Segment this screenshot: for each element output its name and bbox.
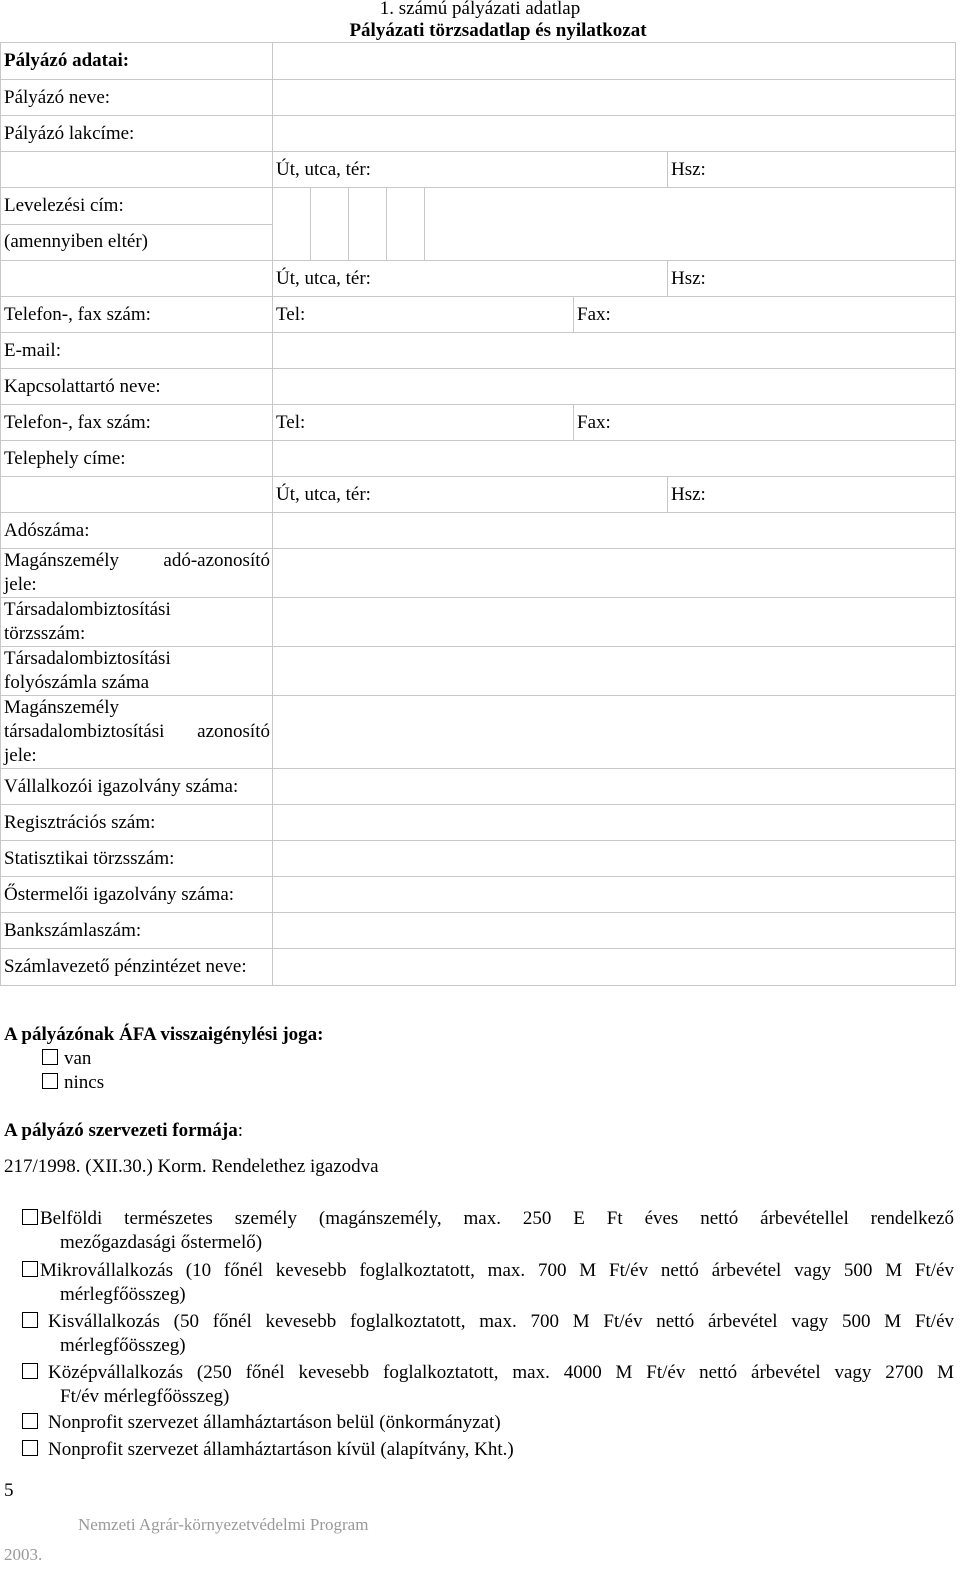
fax-field[interactable]: Fax:: [574, 297, 956, 333]
address-street-label: Út, utca, tér:: [273, 152, 668, 188]
checkbox-icon[interactable]: [42, 1073, 58, 1089]
checkbox-icon[interactable]: [22, 1440, 38, 1456]
producer-label: Őstermelői igazolvány száma:: [1, 877, 273, 913]
vat-option-nincs[interactable]: nincs: [42, 1072, 104, 1094]
contact-field[interactable]: [273, 369, 956, 405]
mail-label: Levelezési cím:: [1, 188, 273, 225]
entrepreneur-field[interactable]: [273, 769, 956, 805]
address-label: Pályázó lakcíme:: [1, 116, 273, 152]
site-label-blank: [1, 477, 273, 513]
org-option-nonprofit-public[interactable]: Nonprofit szervezet államháztartáson belül (önkormányzat): [22, 1412, 501, 1434]
site-hsz-label: Hsz:: [668, 477, 956, 513]
name-label: Pályázó neve:: [1, 80, 273, 116]
postcode-boxes[interactable]: [273, 116, 956, 152]
checkbox-icon[interactable]: [22, 1413, 38, 1429]
decree-reference: 217/1998. (XII.30.) Korm. Rendelethez igazodva: [4, 1156, 379, 1177]
personal-tax-label: Magánszemély adó-azonosító jele:: [1, 549, 273, 598]
bank-account-field[interactable]: [273, 913, 956, 949]
address-label-blank: [1, 152, 273, 188]
checkbox-icon[interactable]: [22, 1312, 38, 1328]
document-title: 1. számú pályázati adatlap: [379, 0, 581, 19]
org-option-nonprofit-private[interactable]: Nonprofit szervezet államháztartáson kívül (alapítvány, Kht.): [22, 1439, 514, 1461]
producer-field[interactable]: [273, 877, 956, 913]
footer-program: Nemzeti Agrár-környezetvédelmi Program: [78, 1515, 369, 1534]
mail-postcode-boxes[interactable]: [273, 188, 956, 261]
mail-street-label: Út, utca, tér:: [273, 261, 668, 297]
ss-account-label: Társadalombiztosítási folyószámla száma: [1, 647, 273, 696]
email-field[interactable]: [273, 333, 956, 369]
site-label: Telephely címe:: [1, 441, 273, 477]
registration-field[interactable]: [273, 805, 956, 841]
email-label: E-mail:: [1, 333, 273, 369]
org-option-medium[interactable]: Középvállalkozás (250 főnél kevesebb foglalkoztatott, max. 4000 M Ft/év nettó árbevétel vagy 2700 M Ft/év mérlegfőösszeg): [22, 1361, 954, 1409]
section-title-blank: [273, 43, 956, 80]
address-hsz-label: Hsz:: [668, 152, 956, 188]
tax-field[interactable]: [273, 513, 956, 549]
name-field[interactable]: [273, 80, 956, 116]
org-option-small[interactable]: Kisvállalkozás (50 főnél kevesebb foglalkoztatott, max. 700 M Ft/év nettó árbevétel vagy 500 M Ft/év mérlegfőösszeg): [22, 1310, 954, 1358]
section-title: Pályázó adatai:: [1, 43, 273, 80]
personal-ss-label: Magánszemély társadalombiztosítási azonosító jele:: [1, 696, 273, 769]
document-subtitle: Pályázati törzsadatlap és nyilatkozat: [349, 20, 647, 41]
statistical-field[interactable]: [273, 841, 956, 877]
tax-label: Adószáma:: [1, 513, 273, 549]
personal-tax-field[interactable]: [273, 549, 956, 598]
applicant-data-table: [0, 42, 956, 986]
org-option-micro[interactable]: Mikrovállalkozás (10 főnél kevesebb foglalkoztatott, max. 700 M Ft/év nettó árbevétel vagy 500 M Ft/év mérlegfőösszeg): [22, 1259, 954, 1307]
bank-name-label: Számlavezető pénzintézet neve:: [1, 949, 273, 986]
ss-reg-label: Társadalombiztosítási törzsszám:: [1, 598, 273, 647]
checkbox-icon[interactable]: [22, 1209, 38, 1225]
footer-year: 2003.: [4, 1545, 43, 1564]
entrepreneur-label: Vállalkozói igazolvány száma:: [1, 769, 273, 805]
contact-phone-label: Telefon-, fax szám:: [1, 405, 273, 441]
vat-title: A pályázónak ÁFA visszaigénylési joga:: [4, 1024, 324, 1045]
phone-label: Telefon-, fax szám:: [1, 297, 273, 333]
checkbox-icon[interactable]: [42, 1049, 58, 1065]
mail-label-note: (amennyiben eltér): [1, 224, 273, 261]
ss-account-field[interactable]: [273, 647, 956, 696]
page-number: 5: [4, 1480, 14, 1501]
org-option-natural-person[interactable]: Belföldi természetes személy (magánszemély, max. 250 E Ft éves nettó árbevétellel rendelkező mezőgazdasági őstermelő): [22, 1207, 954, 1255]
checkbox-icon[interactable]: [22, 1261, 38, 1277]
tel-field[interactable]: Tel:: [273, 297, 574, 333]
checkbox-icon[interactable]: [22, 1363, 38, 1379]
site-street-label: Út, utca, tér:: [273, 477, 668, 513]
site-postcode-boxes[interactable]: [273, 441, 956, 477]
mail-hsz-label: Hsz:: [668, 261, 956, 297]
vat-option-van[interactable]: van: [42, 1048, 91, 1070]
bank-name-field[interactable]: [273, 949, 956, 986]
contact-tel-field[interactable]: Tel:: [273, 405, 574, 441]
registration-label: Regisztrációs szám:: [1, 805, 273, 841]
mail-label-blank: [1, 261, 273, 297]
org-form-title: A pályázó szervezeti formája:: [4, 1120, 243, 1141]
contact-fax-field[interactable]: Fax:: [574, 405, 956, 441]
bank-account-label: Bankszámlaszám:: [1, 913, 273, 949]
statistical-label: Statisztikai törzsszám:: [1, 841, 273, 877]
personal-ss-field[interactable]: [273, 696, 956, 769]
contact-label: Kapcsolattartó neve:: [1, 369, 273, 405]
ss-reg-field[interactable]: [273, 598, 956, 647]
